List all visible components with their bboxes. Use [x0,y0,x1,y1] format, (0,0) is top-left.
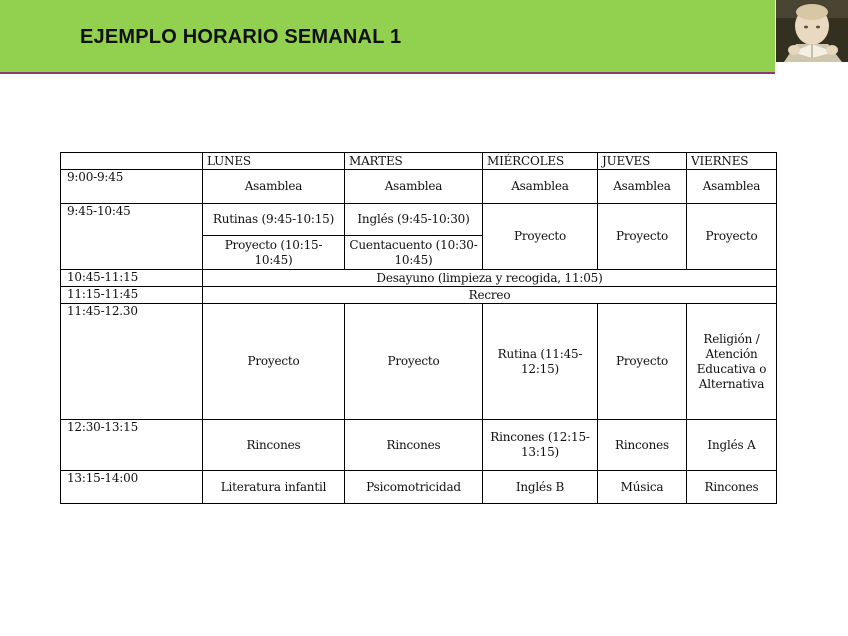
day-header-jueves: JUEVES [598,153,687,170]
title-banner [0,0,775,74]
time-cell: 13:15-14:00 [61,471,203,504]
time-cell: 12:30-13:15 [61,420,203,471]
schedule-cell: Rincones [598,420,687,471]
day-header-martes: MARTES [345,153,483,170]
page-title: EJEMPLO HORARIO SEMANAL 1 [80,26,402,48]
table-row [61,204,777,236]
time-cell: 10:45-11:15 [61,270,203,287]
schedule-cell: Asamblea [483,170,598,204]
table-row [61,304,777,420]
schedule-cell: Proyecto [598,304,687,420]
time-cell: 11:45-12.30 [61,304,203,420]
schedule-cell: Asamblea [687,170,777,204]
table-row [61,420,777,471]
schedule-cell: Rutinas (9:45-10:15) [203,204,345,236]
time-cell: 9:00-9:45 [61,170,203,204]
schedule-cell: Rincones [345,420,483,471]
schedule-cell: Proyecto [483,204,598,270]
table-row [61,170,777,204]
schedule-cell: Proyecto (10:15-10:45) [203,236,345,270]
header-row [61,153,777,170]
schedule-cell: Desayuno (limpieza y recogida, 11:05) [203,270,777,287]
schedule-cell: Literatura infantil [203,471,345,504]
corner-cell [61,153,203,170]
weekly-schedule-table [60,152,777,504]
time-cell: 9:45-10:45 [61,204,203,270]
schedule-cell: Rincones [203,420,345,471]
schedule-cell: Inglés B [483,471,598,504]
schedule-cell: Proyecto [598,204,687,270]
child-reading-image [776,0,848,62]
schedule-cell: Proyecto [687,204,777,270]
day-header-viernes: VIERNES [687,153,777,170]
time-cell: 11:15-11:45 [61,287,203,304]
schedule-cell: Religión / Atención Educativa o Alternativa [687,304,777,420]
schedule-cell: Cuentacuento (10:30-10:45) [345,236,483,270]
schedule-cell: Inglés (9:45-10:30) [345,204,483,236]
day-header-miercoles: MIÉRCOLES [483,153,598,170]
schedule-cell: Inglés A [687,420,777,471]
schedule-cell: Asamblea [598,170,687,204]
schedule-cell: Rincones [687,471,777,504]
table-row [61,270,777,287]
schedule-cell: Proyecto [345,304,483,420]
schedule-cell: Rincones (12:15-13:15) [483,420,598,471]
table-row [61,471,777,504]
schedule-cell: Asamblea [203,170,345,204]
table-row [61,287,777,304]
schedule-cell: Música [598,471,687,504]
child-reading-photo [776,0,848,62]
day-header-lunes: LUNES [203,153,345,170]
schedule-cell: Proyecto [203,304,345,420]
schedule-cell: Recreo [203,287,777,304]
schedule-cell: Rutina (11:45-12:15) [483,304,598,420]
schedule-cell: Psicomotricidad [345,471,483,504]
schedule-cell: Asamblea [345,170,483,204]
